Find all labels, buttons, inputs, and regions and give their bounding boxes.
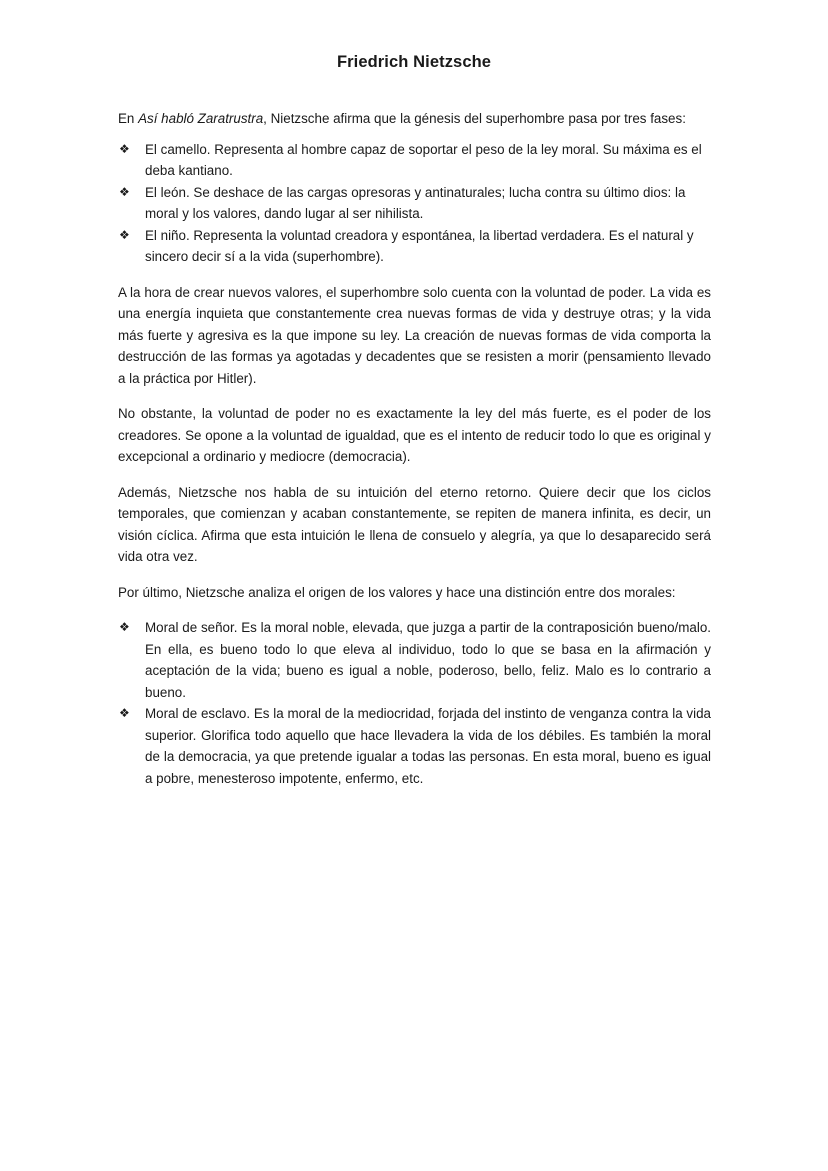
diamond-bullet-icon: ❖ [119, 227, 130, 242]
diamond-bullet-icon: ❖ [119, 141, 130, 156]
moral-esclavo-text: Moral de esclavo. Es la moral de la mediocridad, forjada del instinto de venganza contra la vida superior. Glorifica todo aquello que hace llevadera la vida de los débiles. Es también la moral de la democracia, ya que pretende igualar a todas las personas. En esta moral, bueno es igual a pobre, menesteroso impotente, enfermo, etc. [145, 706, 711, 786]
list-item [118, 225, 711, 268]
paragraph-por-ultimo: Por último, Nietzsche analiza el origen de los valores y hace una distinción entre dos morales: [118, 584, 676, 600]
phase-camello-text: El camello. Representa al hombre capaz de soportar el peso de la ley moral. Su máxima es el deba kantiano. [145, 141, 702, 178]
intro-prefix: En [118, 111, 139, 126]
list-item [118, 617, 711, 703]
intro-suffix: , Nietzsche afirma que la génesis del superhombre pasa por tres fases: [263, 111, 686, 126]
list-item [118, 182, 711, 225]
diamond-bullet-icon: ❖ [119, 706, 130, 720]
paragraph-voluntad-poder: A la hora de crear nuevos valores, el superhombre solo cuenta con la voluntad de poder. La vida es una energía inquieta que constantemente crea nuevas formas de vida y destruye otras; y la vida más fuerte y agresiva es la que impone su ley. La creación de nuevas formas de vida comporta la destrucción de las formas ya agotadas y decadentes que se resisten a morir (pensamiento llevado a la práctica por Hitler). [118, 284, 711, 386]
document-body [118, 108, 711, 803]
phase-nino-text: El niño. Representa la voluntad creadora y espontánea, la libertad verdadera. Es el natural y sincero decir sí a la vida (superhombre). [145, 227, 694, 264]
page-title: Friedrich Nietzsche [336, 53, 492, 71]
paragraph-eterno-retorno: Además, Nietzsche nos habla de su intuición del eterno retorno. Quiere decir que los ciclos temporales, que comienzan y acaban constantemente, se repiten de manera infinita, es decir, un visión cíclica. Afirma que esta intuición le llena de consuelo y alegría, ya que lo desaparecido será vida otra vez. [118, 484, 711, 564]
paragraph-no-obstante: No obstante, la voluntad de poder no es exactamente la ley del más fuerte, es el poder de los creadores. Se opone a la voluntad de igualdad, que es el intento de reducir todo lo que es original y excepcional a ordinario y mediocre (democracia). [118, 406, 711, 464]
intro-paragraph [118, 108, 711, 130]
list-item [118, 139, 711, 182]
list-item [118, 703, 711, 789]
phase-leon-text: El león. Se deshace de las cargas opresoras y antinaturales; lucha contra su último dios: la moral y los valores, dando lugar al ser nihilista. [145, 184, 686, 221]
book-title: Así habló Zaratrustra [138, 111, 264, 126]
diamond-bullet-icon: ❖ [119, 184, 130, 199]
moral-senor-text: Moral de señor. Es la moral noble, elevada, que juzga a partir de la contraposición bueno/malo. En ella, es bueno todo lo que eleva al individuo, todo lo que se basa en la afirmación y aceptación de la vida; bueno es igual a noble, poderoso, bello, feliz. Malo es lo contrario a bueno. [145, 620, 711, 700]
morals-list [118, 617, 711, 789]
phases-list [118, 139, 711, 268]
diamond-bullet-icon: ❖ [119, 620, 130, 634]
